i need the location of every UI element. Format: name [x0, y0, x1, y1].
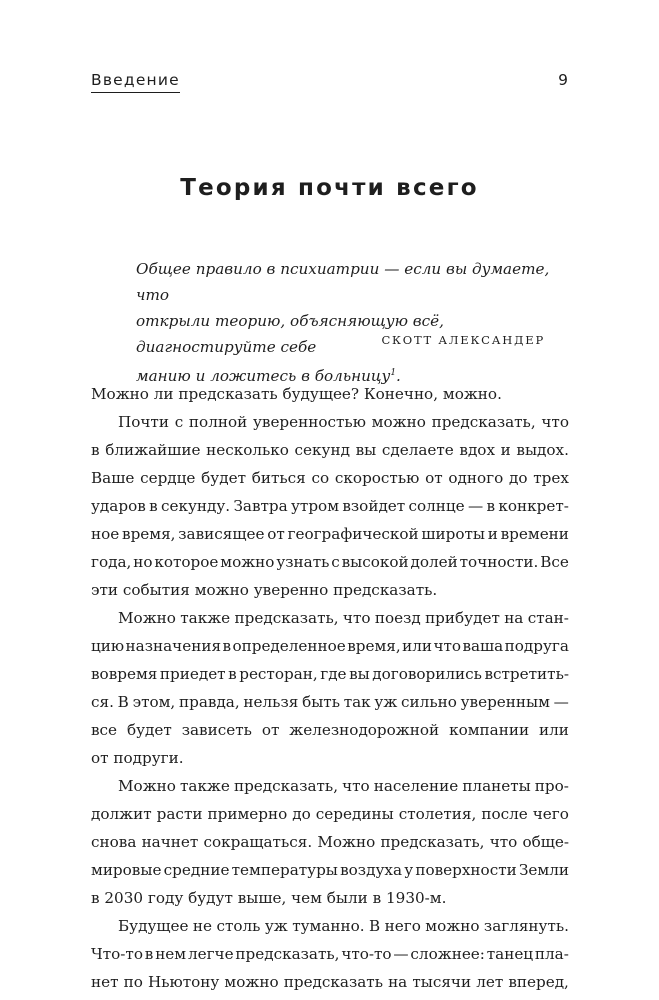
word: —: [393, 945, 409, 963]
word: быть: [302, 693, 340, 711]
word: точности.: [459, 553, 539, 571]
word: после: [481, 805, 528, 823]
word: поезд: [374, 609, 421, 627]
word: ваша: [462, 637, 504, 655]
word: Земли: [518, 861, 569, 879]
word: сложнее:: [410, 945, 485, 963]
word: нет: [91, 973, 119, 991]
word: несколько: [206, 441, 289, 459]
word: что-то: [341, 945, 392, 963]
word: будет: [201, 469, 246, 487]
word: назначения: [125, 637, 222, 655]
word: в: [222, 637, 232, 655]
epigraph: [136, 256, 556, 389]
word: —: [553, 693, 569, 711]
word: году: [147, 889, 189, 907]
word: температуры: [231, 861, 338, 879]
word: Завтра: [233, 497, 288, 515]
word: нем: [155, 945, 187, 963]
word: этом,: [132, 693, 176, 711]
word: тысячи: [412, 973, 472, 991]
word: по: [123, 973, 143, 991]
body-text: [91, 380, 569, 996]
word: В: [369, 917, 381, 935]
word: от: [261, 721, 280, 739]
word: взойдет: [342, 497, 406, 515]
word: можно.: [442, 385, 502, 403]
word: со: [311, 469, 330, 487]
word: все: [91, 721, 118, 739]
paragraph-line: [91, 380, 569, 408]
word: лет: [476, 973, 504, 991]
word: вы: [349, 665, 370, 683]
word: выше,: [237, 889, 292, 907]
word: предсказать: [283, 973, 383, 991]
word: предсказать,: [235, 945, 340, 963]
word: события: [122, 581, 195, 599]
word: прибудет: [425, 609, 500, 627]
paragraph-line: [91, 856, 569, 884]
word: от: [425, 469, 443, 487]
running-head-section: Введение: [91, 71, 180, 93]
word: трех: [533, 469, 569, 487]
word: планеты: [462, 777, 531, 795]
word: и: [487, 525, 498, 543]
word: предсказать,: [431, 413, 536, 431]
word: ударов: [91, 497, 146, 515]
word: что: [541, 413, 569, 431]
word: времени: [500, 525, 569, 543]
word: приедет: [159, 665, 226, 683]
word: у: [404, 861, 414, 879]
word: Можно: [118, 609, 176, 627]
word: полной: [188, 413, 248, 431]
word: секунду.: [160, 497, 231, 515]
word: зависящее: [178, 525, 265, 543]
word: поверхности: [415, 861, 517, 879]
word: ресторан,: [239, 665, 318, 683]
word: от: [91, 749, 114, 767]
word: пла-: [534, 945, 569, 963]
paragraph-line: [91, 492, 569, 520]
paragraph-line: [91, 632, 569, 660]
word: В: [117, 693, 129, 711]
chapter-title: Теория почти всего: [180, 175, 479, 201]
word: столетия,: [398, 805, 477, 823]
epigraph-line: Общее правило в психиатрии — если вы думаете, что: [136, 260, 550, 304]
word: определенное: [232, 637, 346, 655]
word: можно: [194, 581, 254, 599]
word: воздуха: [340, 861, 402, 879]
word: Почти: [118, 413, 169, 431]
word: или: [402, 637, 433, 655]
paragraph-line: [91, 436, 569, 464]
word: в: [372, 889, 387, 907]
word: вдох: [459, 441, 496, 459]
paragraph-line: [91, 912, 569, 940]
word: мировые: [91, 861, 162, 879]
epigraph-line-text: манию и ложитесь в больницу: [136, 367, 391, 386]
word: Ньютону: [147, 973, 220, 991]
word: 1930-м.: [386, 889, 447, 907]
word: будут: [188, 889, 238, 907]
word: уж: [264, 917, 288, 935]
paragraph-line: [91, 940, 569, 968]
word: что: [342, 609, 371, 627]
word: Можно: [317, 833, 376, 851]
word: в: [486, 497, 496, 515]
word: широты: [421, 525, 485, 543]
word: также: [180, 609, 231, 627]
word: время,: [122, 525, 176, 543]
word: про-: [534, 777, 569, 795]
word: высокой: [341, 553, 409, 571]
word: не: [192, 917, 213, 935]
word: секунд: [294, 441, 350, 459]
paragraph-line: [91, 800, 569, 828]
paragraph-line: [91, 604, 569, 632]
word: ное: [91, 525, 120, 543]
word: 2030: [104, 889, 148, 907]
word: начнет: [141, 833, 199, 851]
word: зависеть: [181, 721, 252, 739]
word: население: [373, 777, 459, 795]
paragraph-line: [91, 772, 569, 800]
word: договорились: [372, 665, 482, 683]
word: предсказать,: [380, 833, 485, 851]
word: утром: [291, 497, 340, 515]
word: него: [384, 917, 421, 935]
word: в: [91, 441, 100, 459]
word: географической: [287, 525, 419, 543]
word: столь: [216, 917, 261, 935]
paragraph-line: [91, 660, 569, 688]
word: с: [331, 553, 340, 571]
paragraph-line: [91, 716, 569, 744]
paragraph-line: [91, 520, 569, 548]
word: что: [489, 833, 518, 851]
word: время,: [347, 637, 401, 655]
word: железнодорожной: [289, 721, 440, 739]
word: сокращаться.: [203, 833, 313, 851]
word: цию: [91, 637, 125, 655]
paragraph-line: [91, 464, 569, 492]
word: легче: [187, 945, 234, 963]
page-number: 9: [558, 71, 568, 89]
word: встретить-: [484, 665, 569, 683]
word: обще-: [522, 833, 569, 851]
word: вовремя: [91, 665, 158, 683]
word: также: [179, 777, 230, 795]
word: до: [292, 805, 311, 823]
word: в: [91, 889, 105, 907]
paragraph-line: [91, 968, 569, 996]
word: узнать: [276, 553, 330, 571]
word: и: [500, 441, 511, 459]
word: —: [468, 497, 484, 515]
word: Что-то: [91, 945, 143, 963]
word: можно: [425, 917, 480, 935]
word: примерно: [207, 805, 288, 823]
word: можно: [371, 413, 426, 431]
word: середины: [315, 805, 394, 823]
word: чем: [291, 889, 327, 907]
word: сделаете: [381, 441, 454, 459]
epigraph-line-end: .: [396, 367, 401, 386]
word: уж: [374, 693, 398, 711]
word: заглянуть.: [483, 917, 569, 935]
footnote-marker[interactable]: 1: [390, 368, 397, 378]
word: уверенно: [253, 581, 334, 599]
word: что: [433, 637, 462, 655]
paragraph-line: [91, 744, 569, 772]
word: года,: [91, 553, 132, 571]
word: одного: [448, 469, 504, 487]
word: предсказать,: [234, 609, 339, 627]
word: предсказать.: [333, 581, 438, 599]
paragraph-line: [91, 688, 569, 716]
word: в: [144, 945, 154, 963]
word: нельзя: [243, 693, 299, 711]
word: будет: [126, 721, 172, 739]
word: средние: [163, 861, 230, 879]
word: конкрет-: [498, 497, 569, 515]
word: вы: [355, 441, 377, 459]
paragraph-line: [91, 548, 569, 576]
word: Можно: [118, 777, 176, 795]
word: компании: [449, 721, 530, 739]
word: биться: [251, 469, 306, 487]
word: подруга: [504, 637, 569, 655]
word: от: [267, 525, 285, 543]
epigraph-line: открыли теорию, объясняющую всё, диагностируйте себе: [136, 312, 444, 356]
word: снова: [91, 833, 137, 851]
word: где: [320, 665, 347, 683]
word: уверенным: [460, 693, 550, 711]
word: будущее?: [282, 385, 364, 403]
word: солнце: [408, 497, 465, 515]
word: можно: [224, 973, 279, 991]
word: Конечно,: [363, 385, 443, 403]
paragraph-line: [91, 576, 569, 604]
word: Все: [540, 553, 569, 571]
word: в: [149, 497, 158, 515]
word: скоростью: [334, 469, 420, 487]
paragraph-line: [91, 828, 569, 856]
word: или: [539, 721, 569, 739]
word: так: [343, 693, 371, 711]
word: предсказать,: [233, 777, 339, 795]
word: на: [504, 609, 524, 627]
word: были: [326, 889, 373, 907]
word: подруги.: [113, 749, 184, 767]
word: туманно.: [292, 917, 365, 935]
word: которое: [154, 553, 219, 571]
word: предсказать: [178, 385, 283, 403]
word: чего: [532, 805, 569, 823]
word: стан-: [527, 609, 569, 627]
paragraph-line: [91, 884, 569, 912]
epigraph-author: СКОТТ АЛЕКСАНДЕР: [381, 333, 545, 347]
word: до: [509, 469, 528, 487]
word: вперед,: [508, 973, 569, 991]
word: ся.: [91, 693, 114, 711]
word: сердце: [140, 469, 196, 487]
word: можно: [220, 553, 275, 571]
word: Можно: [91, 385, 154, 403]
word: но: [133, 553, 153, 571]
word: ли: [153, 385, 179, 403]
paragraph-line: [91, 408, 569, 436]
word: Будущее: [118, 917, 189, 935]
word: что: [342, 777, 370, 795]
word: расти: [156, 805, 203, 823]
word: выдох.: [516, 441, 569, 459]
word: ближайшие: [105, 441, 201, 459]
word: на: [388, 973, 408, 991]
word: эти: [91, 581, 123, 599]
word: уверенностью: [252, 413, 366, 431]
word: с: [174, 413, 184, 431]
word: должит: [91, 805, 152, 823]
word: сильно: [401, 693, 457, 711]
word: танец: [486, 945, 534, 963]
word: долей: [410, 553, 458, 571]
word: правда,: [179, 693, 240, 711]
word: Ваше: [91, 469, 135, 487]
word: в: [228, 665, 237, 683]
